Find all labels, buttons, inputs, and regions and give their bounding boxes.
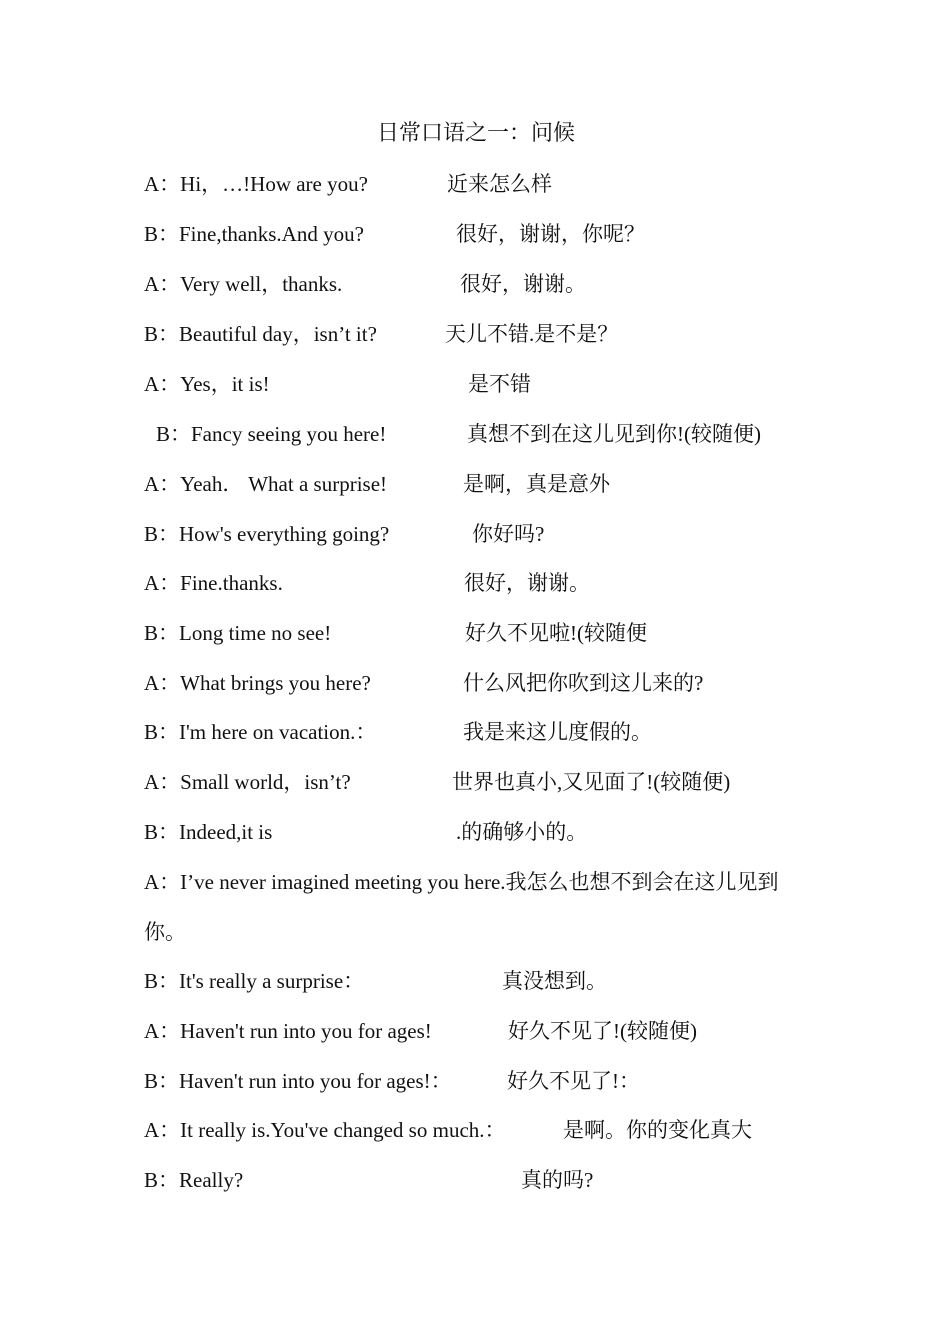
chinese-text: 世界也真小,又见面了!(较随便) [452, 770, 731, 794]
english-text: B：Fine,thanks.And you? [144, 222, 364, 246]
english-text: B：Indeed,it is [144, 820, 273, 844]
chinese-text: 很好，谢谢。 [464, 571, 590, 595]
english-text: B：Beautiful day，isn’t it? [144, 322, 377, 346]
english-text: B：It's really a surprise： [144, 969, 365, 993]
chinese-text: 好久不见啦!(较随便 [465, 621, 647, 645]
chinese-text: 什么风把你吹到这儿来的? [463, 671, 704, 695]
english-text: B：I'm here on vacation.： [144, 720, 377, 744]
chinese-text: 你好吗? [472, 522, 545, 546]
english-text: A：What brings you here? [144, 671, 371, 695]
chinese-text: 是不错 [468, 372, 531, 396]
chinese-text: 很好，谢谢。 [460, 272, 586, 296]
chinese-text: 是啊。你的变化真大 [563, 1118, 752, 1142]
english-text: A：Haven't run into you for ages! [144, 1019, 432, 1043]
english-text: A：Fine.thanks. [144, 571, 283, 595]
english-text: A：Yeah． What a surprise! [144, 472, 388, 496]
chinese-text: 很好，谢谢，你呢？ [456, 222, 645, 246]
chinese-text: 近来怎么样 [447, 172, 552, 196]
english-text: A：Very well，thanks. [144, 272, 343, 296]
chinese-text: 好久不见了!(较随便) [508, 1019, 697, 1043]
chinese-text: 真想不到在这儿见到你!(较随便) [467, 422, 761, 446]
english-text: B：Long time no see! [144, 621, 332, 645]
english-text: A：Small world，isn’t? [144, 770, 351, 794]
dialogue-line-wrapped: A：I’ve never imagined meeting you here.我怎么也想不到会在这儿见到你。 [144, 870, 779, 944]
chinese-text: 真没想到。 [502, 969, 607, 993]
english-text: B：Haven't run into you for ages!： [144, 1069, 452, 1093]
chinese-text: 真的吗? [521, 1168, 594, 1192]
chinese-text: 是啊，真是意外 [463, 472, 610, 496]
chinese-text: 我是来这儿度假的。 [463, 720, 652, 744]
chinese-text: 天儿不错.是不是？ [445, 322, 619, 346]
chinese-text: 好久不见了!： [507, 1069, 640, 1093]
chinese-text: .的确够小的。 [456, 820, 588, 844]
english-text: A：It really is.You've changed so much.： [144, 1118, 506, 1142]
page-title: 日常口语之一：问候 [376, 120, 575, 145]
english-text: B：How's everything going? [144, 522, 390, 546]
english-text: A：Yes，it is! [144, 372, 270, 396]
english-text: B：Really? [144, 1168, 244, 1192]
english-text: B：Fancy seeing you here! [156, 422, 387, 446]
english-text: A：Hi，…!How are you? [144, 172, 368, 196]
